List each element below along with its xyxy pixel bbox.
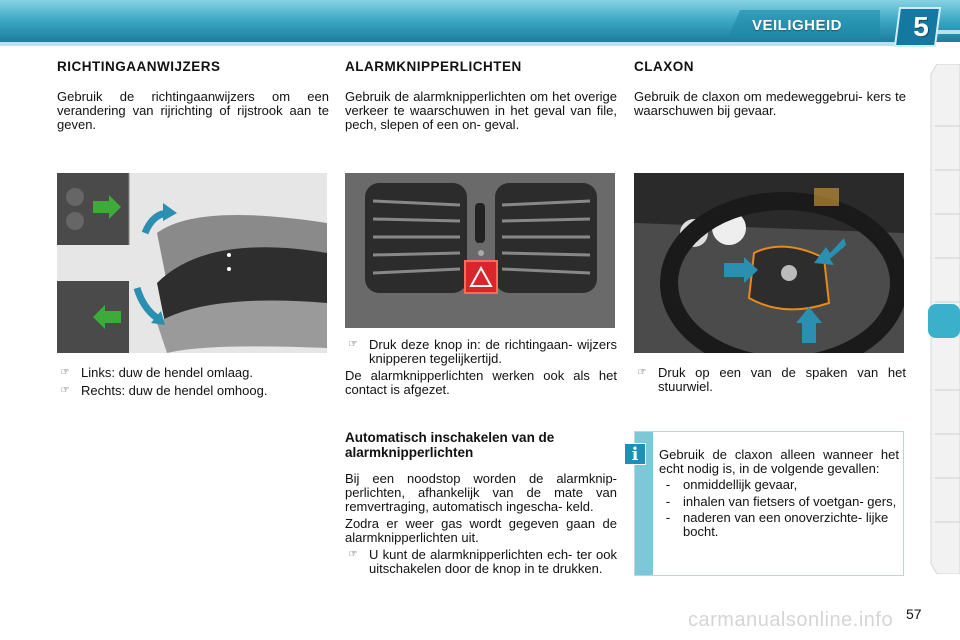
- column-horn: [634, 60, 906, 118]
- column-hazard-lights: [345, 60, 617, 132]
- info-box-content: [659, 448, 899, 538]
- list-item: [634, 366, 906, 394]
- dash-mark: -: [665, 493, 671, 509]
- note-ignition-off: De alarmknipperlichten werken ook als het contact is afgezet.: [345, 368, 617, 397]
- bullet-switch-off: U kunt de alarmknipperlichten ech- ter ook uitschakelen door de knop in te drukken.: [369, 547, 617, 576]
- pointing-hand-icon: ☞: [348, 549, 358, 560]
- heading-hazard-lights: ALARMKNIPPERLICHTEN: [345, 59, 522, 74]
- watermark: carmanualsonline.info: [688, 609, 894, 631]
- list-item: [659, 495, 899, 509]
- pointing-hand-icon: ☞: [60, 385, 70, 396]
- page-header: [0, 0, 960, 50]
- heading-horn: CLAXON: [634, 59, 694, 74]
- heading-turn-signals: RICHTINGAANWIJZERS: [57, 59, 221, 74]
- column-hazard-lights-body: [345, 338, 617, 576]
- chapter-number: 5: [913, 11, 929, 42]
- bullet-press-button: Druk deze knop in: de richtingaan- wijzers knipperen tegelijkertijd.: [369, 337, 617, 366]
- intro-horn: Gebruik de claxon om medeweggebrui- kers te waarschuwen bij gevaar.: [634, 89, 906, 118]
- list-item: [659, 478, 899, 492]
- dash-mark: -: [665, 477, 671, 492]
- bullet-left: Links: duw de hendel omlaag.: [81, 365, 254, 380]
- dash-mark: -: [665, 510, 671, 525]
- intro-hazard-lights: Gebruik de alarmknipperlichten om het overige verkeer te waarschuwen in het geval van file, pech, slepen of een on- geval.: [345, 89, 617, 132]
- info-text: Gebruik de claxon alleen wanneer het echt nodig is, in de volgende gevallen:: [659, 447, 899, 476]
- pointing-hand-icon: ☞: [60, 367, 70, 378]
- pointing-hand-icon: ☞: [637, 367, 647, 378]
- list-item: [345, 338, 617, 366]
- info-box: [634, 431, 904, 576]
- hazard-switch-photo: [345, 173, 615, 328]
- para-emergency-stop: Bij een noodstop worden de alarmknip- perlichten, afhankelijk van de mate van remvertraging, automatisch ingescha- keld.: [345, 471, 617, 514]
- info-item-blind-bend: naderen van een onoverzichte- lijke bocht.: [683, 510, 889, 539]
- pointing-hand-icon: ☞: [348, 339, 358, 350]
- list-item: [659, 511, 899, 538]
- page-number: 57: [906, 606, 922, 622]
- info-item-danger: onmiddellijk gevaar,: [683, 477, 798, 492]
- steering-wheel-photo: [634, 173, 904, 353]
- list-item: [57, 366, 329, 380]
- info-icon: i: [624, 443, 646, 465]
- heading-automatic-activation: Automatisch inschakelen van de alarmknipperlichten: [345, 430, 555, 460]
- list-item: [57, 384, 329, 398]
- list-item: [345, 548, 617, 576]
- section-title: VEILIGHEID: [752, 17, 843, 34]
- column-turn-signals: [57, 60, 329, 132]
- info-item-overtaking: inhalen van fietsers of voetgan- gers,: [683, 493, 897, 509]
- bullet-right: Rechts: duw de hendel omhoog.: [81, 383, 268, 398]
- column-horn-list: [634, 366, 906, 394]
- para-accelerate: Zodra er weer gas wordt gegeven gaan de alarmknipperlichten uit.: [345, 516, 617, 545]
- column-turn-signals-list: [57, 366, 329, 398]
- turn-signal-stalk-photo: [57, 173, 327, 353]
- bullet-press-spoke: Druk op een van de spaken van het stuurwiel.: [658, 365, 906, 394]
- intro-turn-signals: Gebruik de richtingaanwijzers om een verandering van rijrichting of rijstrook aan te geven.: [57, 89, 329, 132]
- chapter-tab-strip: [927, 64, 960, 574]
